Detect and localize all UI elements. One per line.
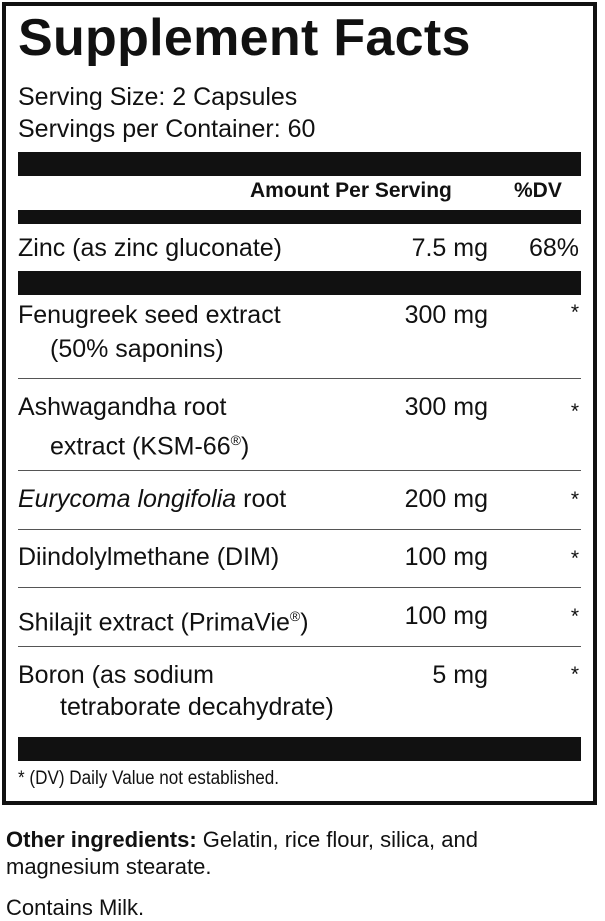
panel-title: Supplement Facts <box>18 9 471 67</box>
ingredient-amount: 300 mg <box>404 301 488 329</box>
ingredient-name-cont: tetraborate decahydrate) <box>60 693 334 721</box>
thick-divider <box>18 152 581 176</box>
ingredient-name: Diindolylmethane (DIM) <box>18 543 280 571</box>
ingredient-dv: * <box>570 605 579 628</box>
serving-size: Serving Size: 2 Capsules <box>18 83 298 111</box>
row-divider <box>18 529 581 530</box>
zinc-amount: 7.5 mg <box>411 234 488 262</box>
ingredient-name-cont: (50% saponins) <box>50 335 224 363</box>
thick-divider <box>18 271 581 295</box>
zinc-dv: 68% <box>528 234 579 262</box>
zinc-name: Zinc (as zinc gluconate) <box>18 234 283 262</box>
ingredient-name: Eurycoma longifolia root <box>18 485 287 513</box>
row-divider <box>18 646 581 647</box>
ingredient-amount: 100 mg <box>404 543 488 571</box>
row-divider <box>18 470 581 471</box>
servings-per-container: Servings per Container: 60 <box>18 115 316 143</box>
ingredient-name-cont: extract (KSM-66®) <box>50 432 250 461</box>
ingredient-amount: 200 mg <box>404 485 488 513</box>
row-divider <box>18 378 581 379</box>
ingredient-dv: * <box>570 663 579 686</box>
ingredient-dv: * <box>570 301 579 324</box>
ingredient-dv: * <box>570 547 579 570</box>
dv-header: %DV <box>514 179 562 202</box>
footnote: * (DV) Daily Value not established. <box>18 768 280 789</box>
ingredient-amount: 300 mg <box>404 393 488 421</box>
allergen-statement: Contains Milk. <box>6 895 145 920</box>
ingredient-dv: * <box>570 488 579 511</box>
ingredient-dv: * <box>570 400 579 423</box>
amount-per-serving-header: Amount Per Serving <box>250 179 452 202</box>
ingredient-name: Boron (as sodium <box>18 661 214 689</box>
ingredient-name: Shilajit extract (PrimaVie®) <box>18 608 309 637</box>
ingredient-amount: 5 mg <box>432 661 488 689</box>
other-ingredients: Other ingredients: Gelatin, rice flour, silica, and magnesium stearate. <box>6 827 478 879</box>
thick-divider <box>18 737 581 761</box>
row-divider <box>18 587 581 588</box>
ingredient-name: Ashwagandha root <box>18 393 227 421</box>
ingredient-amount: 100 mg <box>404 602 488 630</box>
ingredient-name: Fenugreek seed extract <box>18 301 281 329</box>
thick-divider <box>18 210 581 224</box>
